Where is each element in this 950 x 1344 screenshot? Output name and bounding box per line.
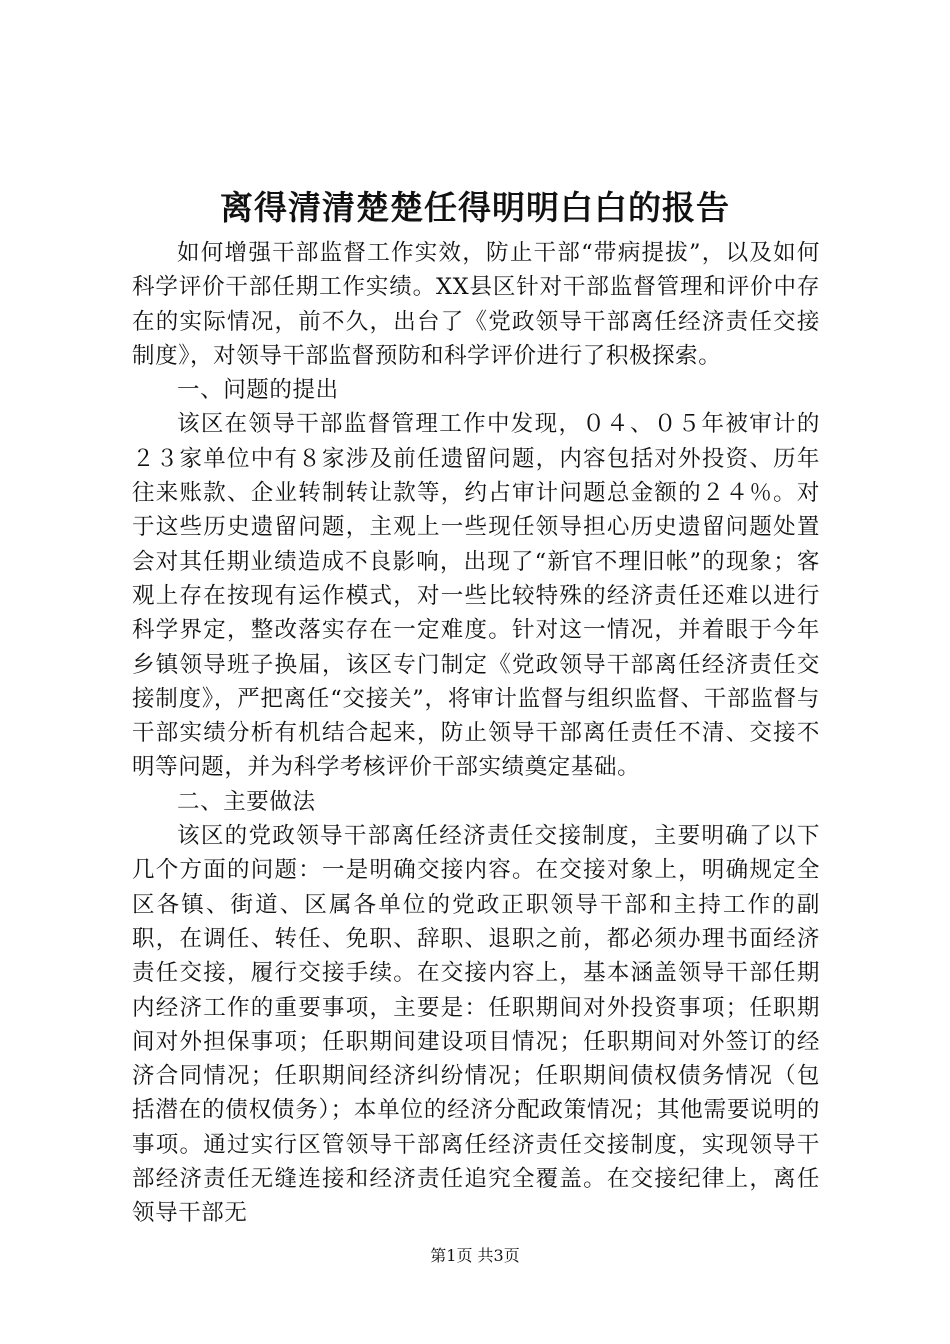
methods-paragraph: 该区的党政领导干部离任经济责任交接制度，主要明确了以下几个方面的问题：一是明确交接内容。在交接对象上，明确规定全区各镇、街道、区属各单位的党政正职领导干部和主持工作的副职，在调任、转任、免职、辞职、退职之前，都必须办理书面经济责任交接，履行交接手续。在交接内容上，基本涵盖领导干部任期内经济工作的重要事项，主要是：任职期间对外投资事项；任职期间对外担保事项；任职期间建设项目情况；任职期间对外签订的经济合同情况；任职期间经济纠纷情况；任职期间债权债务情况（包括潜在的债权债务）；本单位的经济分配政策情况；其他需要说明的事项。通过实行区管领导干部离任经济责任交接制度，实现领导干部经济责任无缝连接和经济责任追究全覆盖。在交接纪律上，离任领导干部无 xyxy=(132,823,820,1227)
document-body xyxy=(132,236,820,1231)
problem-paragraph: 该区在领导干部监督管理工作中发现，０４、０５年被审计的２３家单位中有８家涉及前任遗留问题，内容包括对外投资、历年往来账款、企业转制转让款等，约占审计问题总金额的２４％。对于这些历史遗留问题，主观上一些现任领导担心历史遗留问题处置会对其任期业绩造成不良影响，出现了“新官不理旧帐”的现象；客观上存在按现有运作模式，对一些比较特殊的经济责任还难以进行科学界定，整改落实存在一定难度。针对这一情况，并着眼于今年乡镇领导班子换届，该区专门制定《党政领导干部离任经济责任交接制度》，严把离任“交接关”，将审计监督与组织监督、干部监督与干部实绩分析有机结合起来，防止领导干部离任责任不清、交接不明等问题，并为科学考核评价干部实绩奠定基础。 xyxy=(132,411,820,781)
section-heading-methods: 二、主要做法 xyxy=(177,788,316,815)
section-heading-problem: 一、问题的提出 xyxy=(177,377,339,404)
page-number: 第1页 共3页 xyxy=(430,1246,520,1265)
intro-paragraph: 如何增强干部监督工作实效，防止干部“带病提拔”，以及如何科学评价干部任期工作实绩。XX县区针对干部监督管理和评价中存在的实际情况，前不久，出台了《党政领导干部离任经济责任交接制度》，对领导干部监督预防和科学评价进行了积极探索。 xyxy=(132,240,820,369)
document-title: 离得清清楚楚任得明明白白的报告 xyxy=(220,188,730,227)
